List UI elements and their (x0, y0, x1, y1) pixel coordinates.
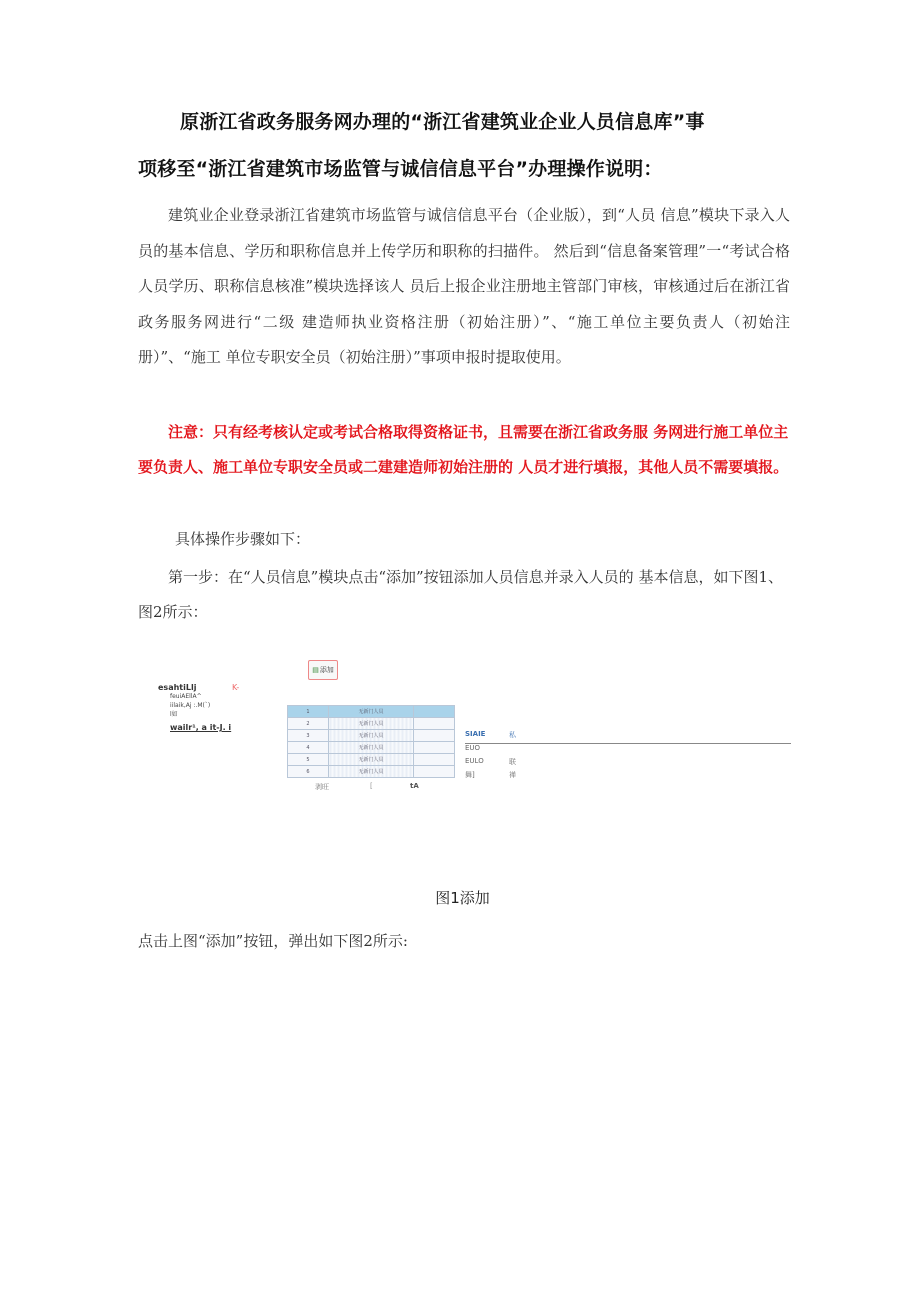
row-tail (414, 766, 455, 778)
steps-intro: 具体操作步骤如下： (175, 530, 311, 548)
table-footer-b: [ (370, 782, 373, 790)
row-index: 4 (288, 742, 329, 754)
document-title-line-1: 原浙江省政务服务网办理的“浙江省建筑业企业人员信息库”事 (180, 111, 705, 133)
after-caption-text: 点击上图“添加”按钮，弹出如下图2所示: (138, 932, 408, 950)
right-row (465, 757, 791, 770)
left-info-block (158, 683, 231, 732)
personnel-table (287, 705, 455, 778)
row-name: 无新门人员 (329, 766, 414, 778)
figure-1-screenshot (140, 655, 800, 805)
right-row-key: 舞] (465, 771, 475, 779)
right-row-key: SIAIE (465, 730, 486, 738)
notice-paragraph: 注意：只有经考核认定或考试合格取得资格证书，且需要在浙江省政务服 务网进行施工单位主要负责人、施工单位专职安全员或二建建造师初始注册的 人员才进行填报，其他人员不需要填报。 (138, 423, 789, 476)
table-row[interactable] (288, 766, 455, 778)
row-name: 无新门人员 (329, 754, 414, 766)
row-index: 6 (288, 766, 329, 778)
k-mark: K- (232, 683, 240, 692)
row-name: 无新门人员 (329, 742, 414, 754)
left-line: l如 (170, 711, 178, 718)
right-row-value: 联 (509, 758, 516, 766)
right-row (465, 744, 791, 757)
left-line: iilaik,Aj :.M(`) (170, 702, 211, 709)
table-footer (315, 782, 419, 792)
left-title: esahtiLlj (158, 683, 197, 692)
row-index: 1 (288, 706, 329, 718)
left-link[interactable]: wailr¹, a it-J. i (170, 723, 232, 732)
table-row[interactable] (288, 730, 455, 742)
table-row[interactable] (288, 706, 455, 718)
row-name: 无新门人员 (329, 730, 414, 742)
add-icon: ▤ (312, 666, 319, 674)
left-line: feuiAEllA^ (170, 693, 202, 700)
intro-paragraph: 建筑业企业登录浙江省建筑市场监管与诚信信息平台（企业版），到“人员 信息”模块下录入人员的基本信息、学历和职称信息并上传学历和职称的扫描件。 然后到“信息备案管理”一“考试合格人员学历、职称信息核准”模块选择该人 员后上报企业注册地主管部门审核，审核通过后在浙江省政务服务网进行“二级 建造师执业资格注册（初始注册）”、“施工单位主要负责人（初始注册）”、“施工 单位专职安全员（初始注册）”事项申报时提取使用。 (138, 206, 790, 366)
row-tail (414, 706, 455, 718)
step-1-paragraph: 第一步：在“人员信息”模块点击“添加”按钮添加人员信息并录入人员的 基本信息，如下图1、图2所示： (138, 568, 783, 621)
right-row (465, 770, 791, 783)
right-detail-block (465, 730, 791, 783)
row-tail (414, 754, 455, 766)
table-row[interactable] (288, 718, 455, 730)
table-row[interactable] (288, 742, 455, 754)
row-name: 无新门人员 (329, 718, 414, 730)
right-row (465, 730, 791, 744)
table-footer-a: 剥旺 (315, 783, 329, 791)
document-title-line-2: 项移至“浙江省建筑市场监管与诚信信息平台”办理操作说明： (138, 158, 663, 180)
right-row-key: EUO (465, 744, 481, 752)
row-name: 无新门人员 (329, 706, 414, 718)
row-tail (414, 742, 455, 754)
table-row[interactable] (288, 754, 455, 766)
row-index: 3 (288, 730, 329, 742)
table-footer-c: tA (410, 782, 419, 790)
figure-1-caption: 图1添加 (435, 889, 490, 907)
row-tail (414, 730, 455, 742)
add-button[interactable] (308, 660, 338, 680)
right-row-key: EULO (465, 757, 484, 765)
right-row-value: 禅 (509, 771, 516, 779)
row-index: 5 (288, 754, 329, 766)
right-row-value: 私 (509, 731, 516, 739)
add-button-label: 添加 (319, 666, 334, 674)
row-tail (414, 718, 455, 730)
row-index: 2 (288, 718, 329, 730)
